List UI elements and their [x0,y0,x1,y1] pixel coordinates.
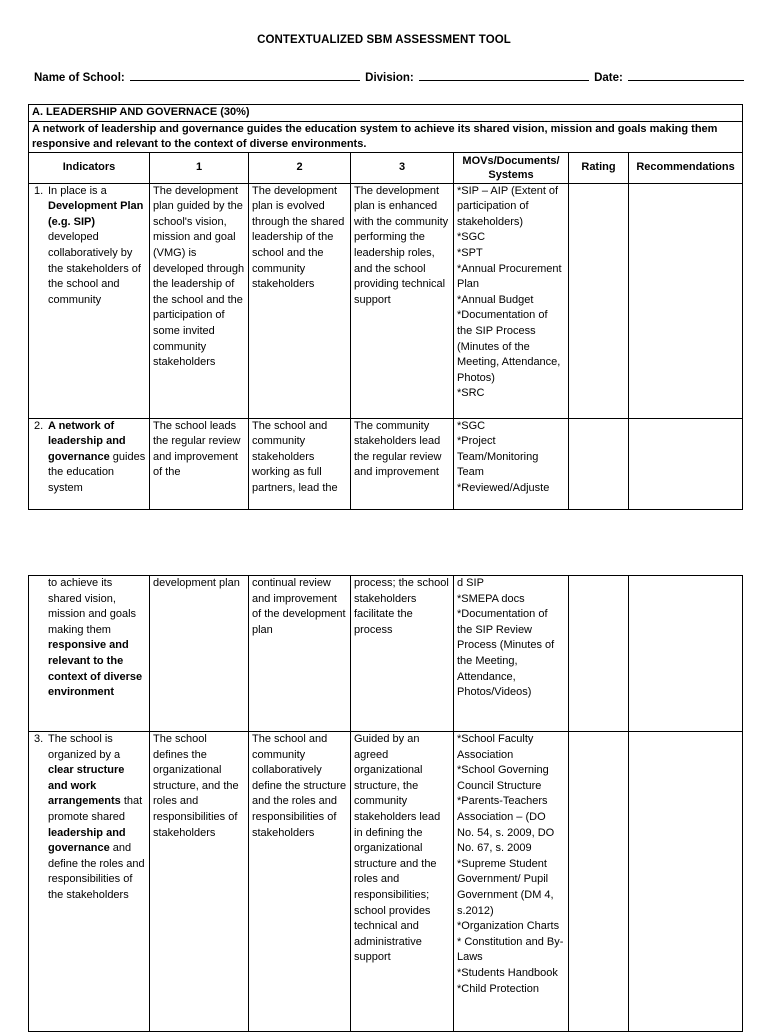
indicator-text: In place is a [48,184,107,197]
indicator-text: to achieve its shared vision, mission and goals making them [48,577,137,636]
header-recommendations: Recommendations [629,152,743,183]
indicator-number: 1. [34,184,44,197]
rating-cell[interactable] [569,576,629,732]
indicator-number: 2. [34,419,44,432]
indicator-cell [29,183,150,418]
school-name-label: Name of School: [34,72,125,84]
date-label: Date: [594,72,623,84]
division-label: Division: [365,72,414,84]
table-row [29,576,743,732]
indicator-number: 3. [34,733,44,745]
section-description: A network of leadership and governance guides the education system to achieve its shared vision, mission and goals making them responsive and relevant to the context of diverse environments. [29,121,743,152]
recommendations-cell[interactable] [629,183,743,418]
table-row [29,418,743,509]
level-3-cell: Guided by an agreed organizational structure, the community stakeholders lead in defining the organizational structure and the roles and responsibilities; school provides technical and administrative support [351,732,454,1032]
date-field[interactable] [628,69,744,81]
rating-cell[interactable] [569,418,629,509]
header-indicators: Indicators [29,152,150,183]
header-rating: Rating [569,152,629,183]
indicator-cell [29,576,150,732]
level-1-cell: development plan [150,576,249,732]
indicator-text: developed collaboratively by the stakeholders of the school and community [48,231,141,306]
indicator-emphasis: clear structure and work arrangements [48,764,125,808]
section-heading: A. LEADERSHIP AND GOVERNACE (30%) [29,105,743,122]
level-2-cell: The school and community stakeholders working as full partners, lead the [249,418,351,509]
school-name-field[interactable] [130,69,360,81]
indicator-emphasis: responsive and relevant to the context of diverse environment [48,639,143,699]
rating-cell[interactable] [569,732,629,1032]
header-movs: MOVs/Documents/ Systems [454,152,569,183]
indicator-text: that promote shared [48,795,143,823]
indicator-text: guides the education system [48,450,146,494]
rating-cell[interactable] [569,183,629,418]
indicator-text: The school is organized by a [48,733,121,761]
movs-cell: *SGC *Project Team/Monitoring Team *Reviewed/Adjuste [454,418,569,509]
indicator-cell [29,418,150,509]
assessment-table-part2 [28,575,743,1032]
recommendations-cell[interactable] [629,418,743,509]
level-1-cell: The school leads the regular review and improvement of the [150,418,249,509]
level-3-cell: The development plan is enhanced with the community performing the leadership roles, and the school providing technical support [351,183,454,418]
level-2-cell: The development plan is evolved through the shared leadership of the school and the community stakeholders [249,183,351,418]
document-title: CONTEXTUALIZED SBM ASSESSMENT TOOL [257,34,511,46]
table-row [29,183,743,418]
division-field[interactable] [419,69,589,81]
indicator-text: and define the roles and responsibilities of the stakeholders [48,842,145,901]
level-2-cell: The school and community collaboratively define the structure and the roles and responsibilities of stakeholders [249,732,351,1032]
indicator-emphasis: Development Plan (e.g. SIP) [48,200,144,228]
header-form [34,69,746,84]
indicator-emphasis: A network of leadership and governance [48,419,126,463]
recommendations-cell[interactable] [629,576,743,732]
recommendations-cell[interactable] [629,732,743,1032]
level-3-cell: The community stakeholders lead the regular review and improvement [351,418,454,509]
level-1-cell: The school defines the organizational structure, and the roles and responsibilities of stakeholders [150,732,249,1032]
header-level-3: 3 [351,152,454,183]
level-1-cell: The development plan guided by the school's vision, mission and goal (VMG) is developed through the leadership of the school and the participation of some invited community stakeholders [150,183,249,418]
movs-cell: d SIP *SMEPA docs *Documentation of the SIP Review Process (Minutes of the Meeting, Attendance, Photos/Videos) [454,576,569,732]
header-level-1: 1 [150,152,249,183]
indicator-emphasis: leadership and governance [48,826,126,855]
movs-cell: *School Faculty Association *School Governing Council Structure *Parents-Teachers Association – (DO No. 54, s. 2009, DO No. 67, s. 2009 *Supreme Student Government/ Pupil Government (DM 4, s.2012) *Organization Charts * Constitution and By-Laws *Students Handbook *Child Protection [454,732,569,1032]
movs-cell: *SIP – AIP (Extent of participation of stakeholders) *SGC *SPT *Annual Procurement Plan *Annual Budget *Documentation of the SIP Process (Minutes of the Meeting, Attendance, Photos) *SRC [454,183,569,418]
header-level-2: 2 [249,152,351,183]
indicator-cell [29,732,150,1032]
level-2-cell: continual review and improvement of the development plan [249,576,351,732]
table-row [29,732,743,1032]
assessment-table-part1 [28,104,743,510]
level-3-cell: process; the school stakeholders facilitate the process [351,576,454,732]
